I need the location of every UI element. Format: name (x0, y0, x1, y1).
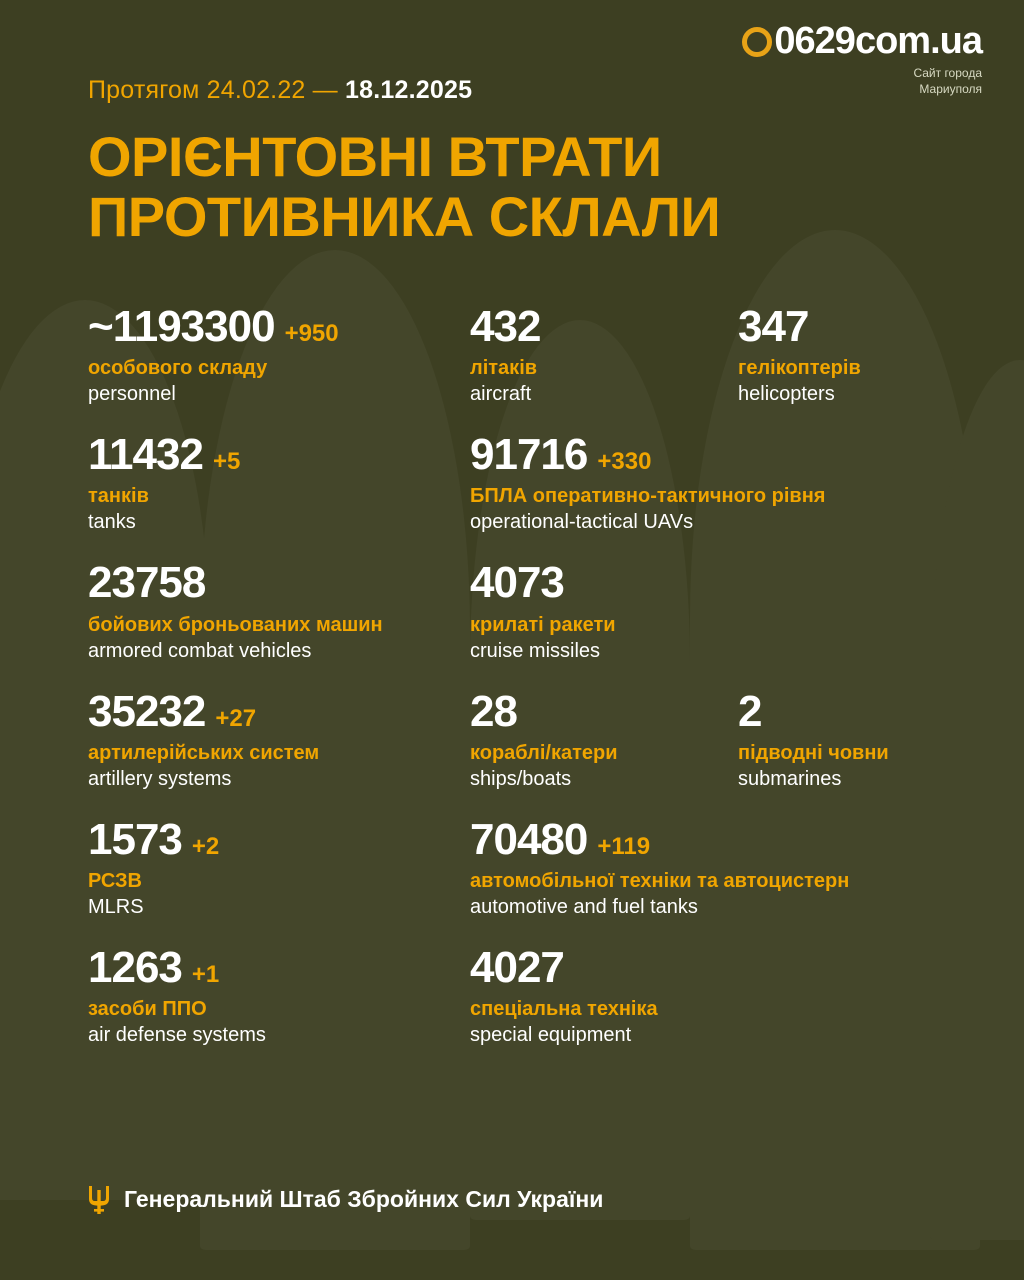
stat-delta: +27 (215, 704, 257, 732)
stat-value: 91716 (470, 430, 588, 480)
stat-armored-vehicles (88, 560, 470, 662)
logo-number: 0629 (774, 20, 855, 62)
stat-value: 1263 (88, 942, 182, 992)
stat-numline (738, 301, 936, 351)
stat-label-en: cruise missiles (470, 639, 601, 662)
site-logo[interactable] (742, 22, 982, 97)
stat-label-ua: особового складу (88, 357, 268, 380)
stat-label-ua: бойових броньованих машин (88, 613, 383, 636)
logo-wordmark (742, 22, 982, 60)
stat-label-ua: РСЗВ (88, 869, 142, 892)
stat-numline (88, 686, 470, 736)
stat-label-ua: танків (88, 485, 149, 508)
stat-label-ua: кораблі/катери (470, 741, 618, 764)
stat-aircraft (470, 301, 738, 406)
stat-delta: +2 (191, 832, 220, 860)
stat-label-en: ships/boats (470, 767, 572, 790)
stat-label-en: special equipment (470, 1024, 632, 1047)
stat-label-en: submarines (738, 767, 842, 790)
stat-label-en: air defense systems (88, 1024, 266, 1047)
footer-text: Генеральний Штаб Збройних Сил України (124, 1185, 604, 1212)
logo-tagline (742, 65, 982, 97)
stat-value: 4073 (470, 558, 564, 608)
page-title-line2: ПРОТИВНИКА СКЛАЛИ (88, 185, 721, 249)
stat-numline (88, 814, 470, 864)
stat-delta: +950 (284, 319, 339, 347)
stat-label-ua: підводні човни (738, 741, 889, 764)
stat-ships (470, 686, 738, 791)
stat-helicopters (738, 301, 936, 406)
stat-value: 35232 (88, 686, 206, 736)
stat-delta: +5 (212, 448, 241, 476)
stat-numline (470, 686, 738, 736)
stat-delta: +119 (597, 832, 651, 860)
stat-delta: +330 (597, 448, 652, 476)
logo-tagline-line2: Мариуполя (919, 82, 982, 97)
logo-domain: com.ua (854, 20, 982, 62)
stat-row (88, 942, 936, 1047)
stat-value: 347 (738, 301, 809, 351)
stat-label-en: operational-tactical UAVs (470, 511, 694, 534)
stat-label-en: MLRS (88, 895, 144, 918)
stat-numline (88, 432, 470, 478)
stat-label-en: artillery systems (88, 767, 232, 790)
stat-mlrs (88, 814, 470, 919)
stat-value: 2 (738, 686, 762, 736)
stat-numline (470, 814, 936, 864)
stat-value: 23758 (88, 558, 206, 608)
stat-row (88, 686, 936, 791)
ring-icon (742, 27, 772, 57)
stat-numline (738, 686, 936, 736)
stat-label-ua: засоби ППО (88, 998, 207, 1021)
stat-value: 28 (470, 686, 517, 736)
stat-air-defense (88, 942, 470, 1047)
stat-label-en: helicopters (738, 383, 835, 406)
stat-label-en: automotive and fuel tanks (470, 895, 698, 918)
stat-label-en: armored combat vehicles (88, 639, 312, 662)
stat-value: 4027 (470, 942, 564, 992)
stat-label-ua: артилерійських систем (88, 741, 320, 764)
page-title-line1: ОРІЄНТОВНІ ВТРАТИ (88, 125, 662, 188)
stat-numline (470, 942, 936, 992)
stat-value: 70480 (470, 814, 588, 864)
stat-submarines (738, 686, 936, 791)
stat-numline (88, 301, 470, 351)
stat-cruise-missiles (470, 560, 936, 662)
stat-label-en: personnel (88, 383, 176, 406)
stat-label-en: aircraft (470, 383, 532, 406)
stat-numline (470, 301, 738, 351)
stat-label-ua: літаків (470, 357, 538, 380)
losses-grid (88, 301, 936, 1047)
logo-tagline-line1: Сайт города (913, 66, 982, 80)
stat-numline (470, 432, 936, 478)
stat-delta: +1 (191, 960, 220, 988)
stat-label-ua: спеціальна техніка (470, 998, 658, 1021)
stat-row (88, 560, 936, 662)
stat-row (88, 814, 936, 919)
stat-label-en: tanks (88, 511, 136, 534)
stat-value: 11432 (88, 430, 203, 480)
stat-value: ~1193300 (88, 301, 275, 351)
stat-numline (470, 560, 936, 606)
stat-value: 1573 (88, 814, 182, 864)
stat-label-ua: гелікоптерів (738, 357, 861, 380)
stat-row (88, 301, 936, 406)
period-end-date: 18.12.2025 (345, 76, 473, 104)
stat-label-ua: БПЛА оперативно-тактичного рівня (470, 485, 826, 508)
stat-personnel (88, 301, 470, 406)
stat-row (88, 432, 936, 534)
trident-icon (88, 1184, 110, 1214)
stat-label-ua: автомобільної техніки та автоцистерн (470, 869, 850, 892)
stat-tanks (88, 432, 470, 534)
stat-uavs (470, 432, 936, 534)
stat-special-equipment (470, 942, 936, 1047)
stat-numline (88, 560, 470, 606)
stat-value: 432 (470, 301, 541, 351)
stat-label-ua: крилаті ракети (470, 613, 616, 636)
period-prefix: Протягом 24.02.22 — (88, 76, 338, 104)
stat-numline (88, 942, 470, 992)
page-title (88, 127, 936, 248)
stat-automotive (470, 814, 936, 919)
stat-artillery (88, 686, 470, 791)
footer-attribution (88, 1184, 603, 1214)
